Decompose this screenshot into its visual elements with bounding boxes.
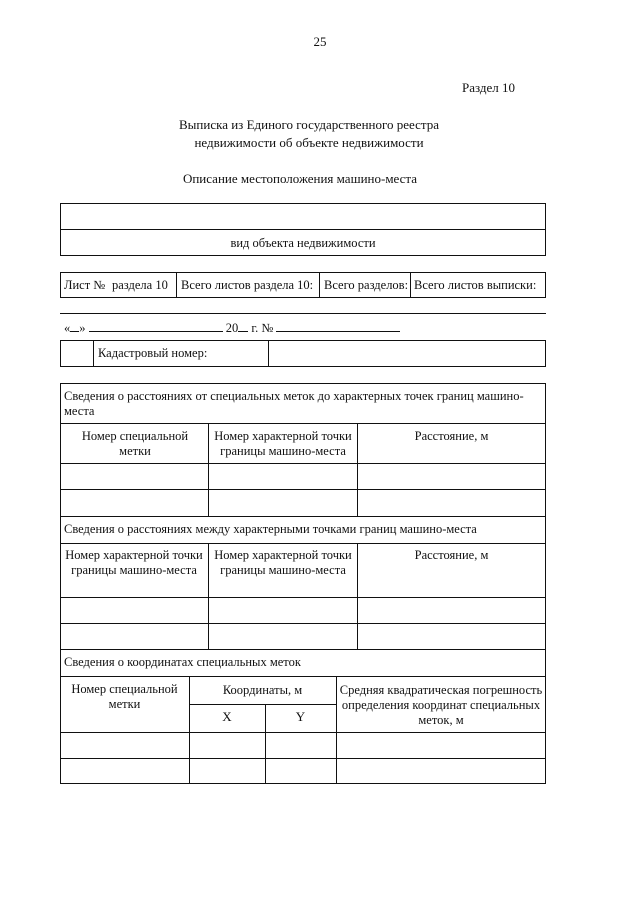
table3-header-x: X <box>222 709 232 724</box>
table-row <box>60 489 546 490</box>
table2-header-distance: Расстояние, м <box>414 548 489 562</box>
table-row <box>60 732 546 733</box>
day-blank <box>70 319 79 332</box>
table-row <box>60 758 546 759</box>
divider <box>410 272 411 298</box>
divider <box>60 516 546 517</box>
divider <box>93 340 94 367</box>
number-blank <box>276 319 400 332</box>
table1-title: Сведения о расстояниях от специальных меток до характерных точек границ машино-места <box>64 389 524 418</box>
total-extract-sheets-label: Всего листов выписки: <box>414 278 537 292</box>
table3-header-y: Y <box>295 709 306 724</box>
divider <box>336 676 337 784</box>
month-blank <box>89 319 223 332</box>
table2-header-point-a: Номер характерной точки границы машино-места <box>65 548 203 577</box>
table-row <box>60 623 546 624</box>
subtitle: Описание местоположения машино-места <box>182 171 418 186</box>
page-number: 25 <box>313 34 327 49</box>
table2-title: Сведения о расстояниях между характерными точками границ машино-места <box>64 522 477 536</box>
object-type-label: вид объекта недвижимости <box>230 236 376 250</box>
year-blank <box>238 319 248 332</box>
year-prefix: 20 <box>225 321 239 335</box>
table2-header-point-b: Номер характерной точки границы машино-места <box>214 548 352 577</box>
table1-header-distance: Расстояние, м <box>414 429 489 443</box>
table3-header-error: Средняя квадратическая погрешность определения координат специальных меток, м <box>339 683 543 727</box>
number-label: г. № <box>251 321 274 335</box>
divider <box>60 423 546 424</box>
sheet-number-label: Лист № <box>64 278 106 292</box>
cadastral-label: Кадастровый номер: <box>98 346 208 360</box>
table3-header-coordinates: Координаты, м <box>222 683 303 697</box>
total-sections-label: Всего разделов: <box>324 278 409 292</box>
divider <box>176 272 177 298</box>
total-section-sheets-label: Всего листов раздела 10: <box>181 278 314 292</box>
divider <box>189 704 336 705</box>
divider <box>268 340 269 367</box>
open-quote: « <box>64 321 71 335</box>
divider <box>60 543 546 544</box>
divider <box>60 229 546 230</box>
table3-title: Сведения о координатах специальных меток <box>64 655 301 669</box>
document-title-line-1: Выписка из Единого государственного реестра <box>179 117 439 132</box>
table1-header-mark: Номер специальной метки <box>81 429 189 458</box>
section-number-label: раздела 10 <box>112 278 168 292</box>
table1-header-point: Номер характерной точки границы машино-места <box>214 429 352 458</box>
divider <box>60 676 546 677</box>
table-row <box>60 463 546 464</box>
divider <box>60 313 546 314</box>
close-quote: » <box>79 321 86 335</box>
table3-header-mark: Номер специальной метки <box>71 682 178 711</box>
table-row <box>60 597 546 598</box>
section-label: Раздел 10 <box>462 80 516 95</box>
document-title-line-2: недвижимости об объекте недвижимости <box>194 135 424 150</box>
divider <box>319 272 320 298</box>
divider <box>208 543 209 649</box>
date-line <box>64 319 400 336</box>
divider <box>60 649 546 650</box>
divider <box>208 423 209 516</box>
